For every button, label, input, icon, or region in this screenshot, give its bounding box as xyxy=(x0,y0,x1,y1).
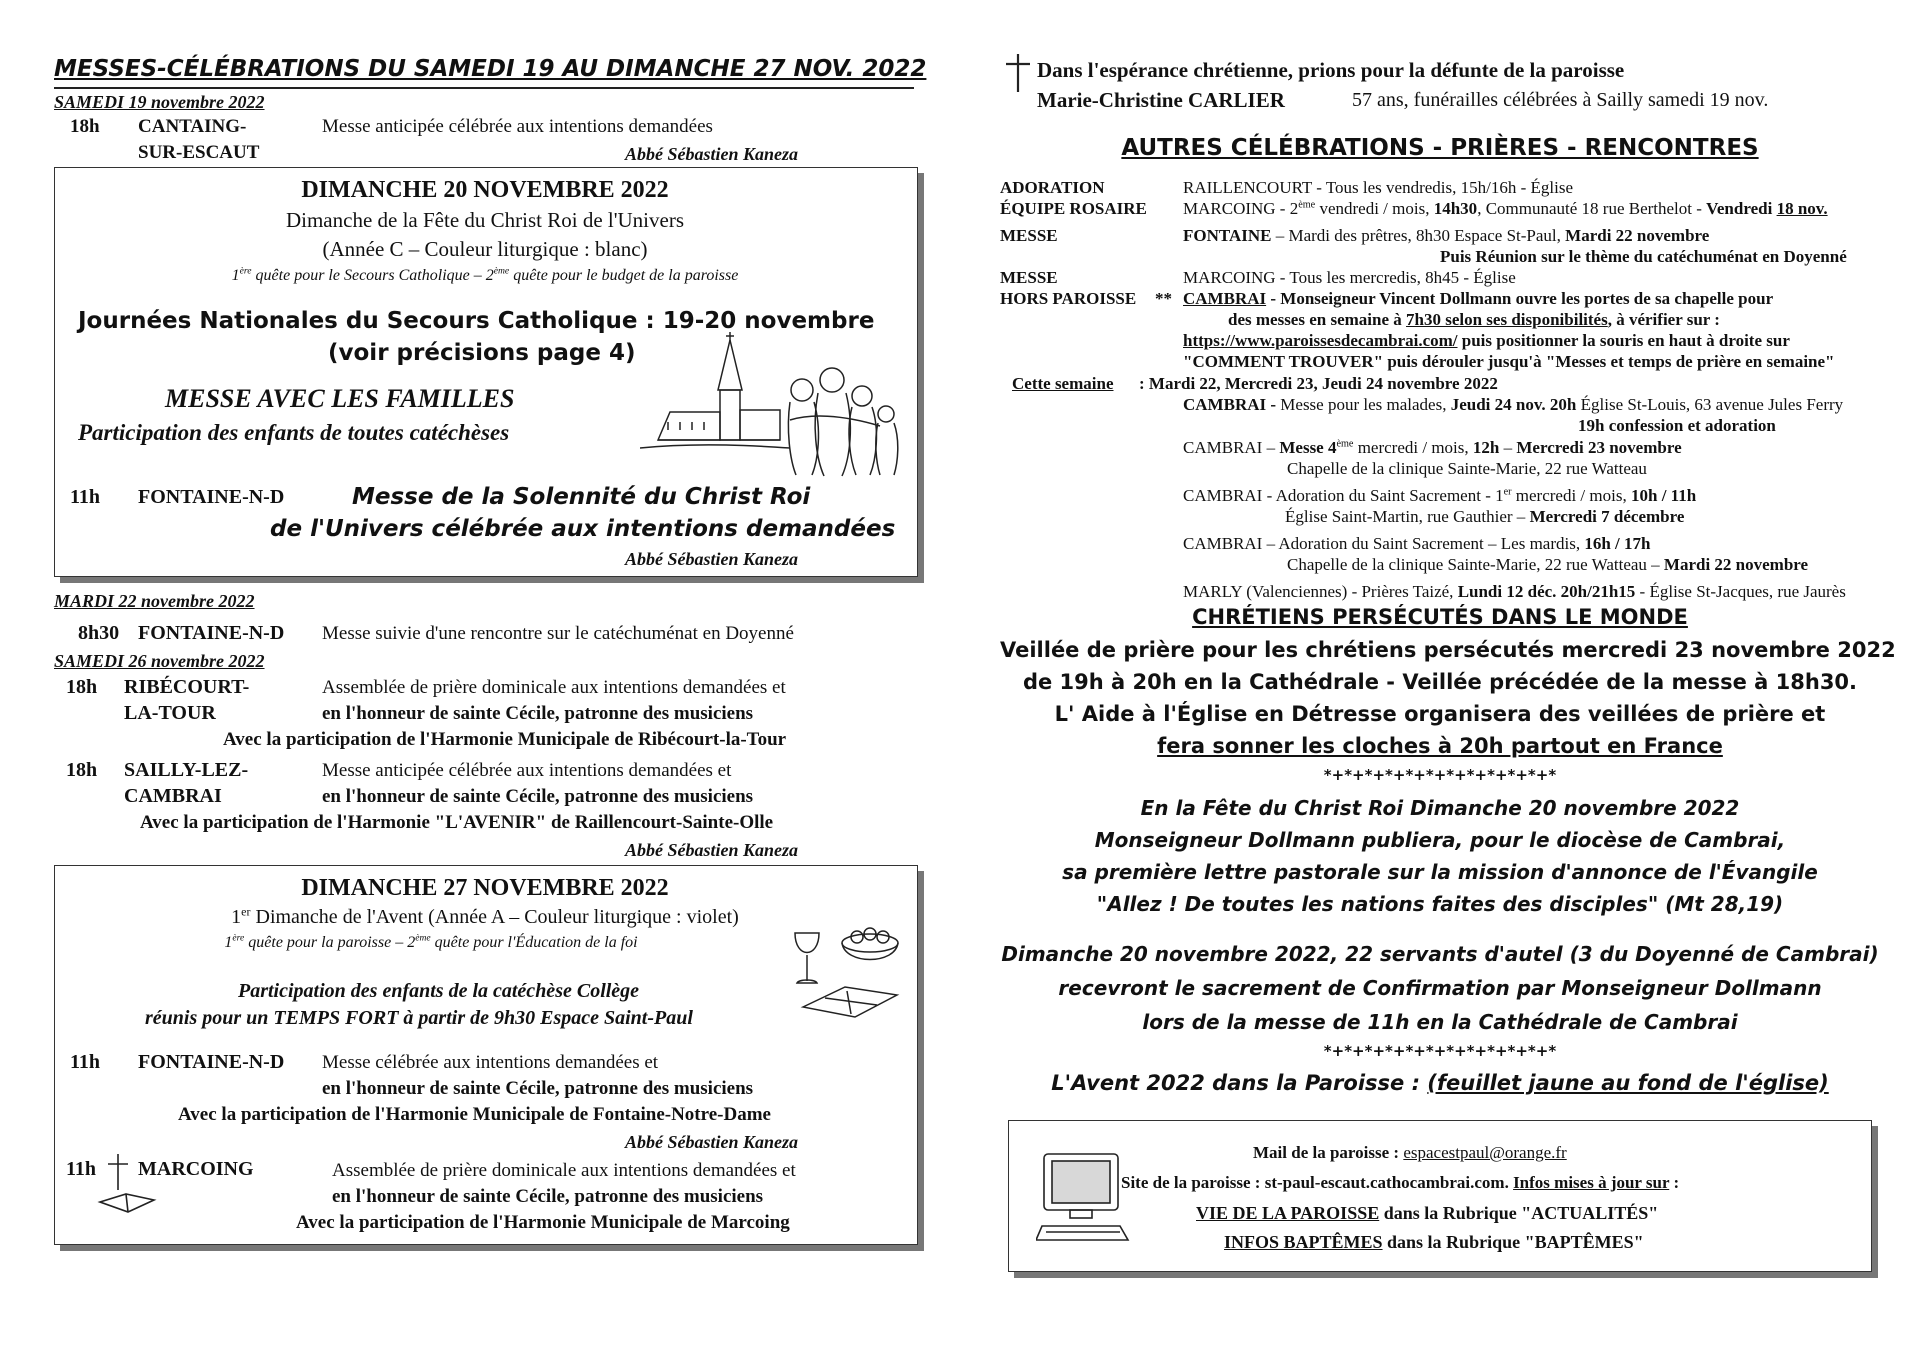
sat19-desc: Messe anticipée célébrée aux intentions demandées xyxy=(322,116,713,137)
sat19-time: 18h xyxy=(70,116,100,137)
sun27-e1-time: 11h xyxy=(70,1051,101,1073)
sat26-e2-desc-l3: Avec la participation de l'Harmonie "L'AVENIR" de Raillencourt-Sainte-Olle xyxy=(140,812,774,833)
sun20-annee: (Année C – Couleur liturgique : blanc) xyxy=(322,237,648,261)
semaine-text: : Mardi 22, Mercredi 23, Jeudi 24 novembre 2022 xyxy=(1139,374,1498,393)
deceased-intro: Dans l'espérance chrétienne, prions pour la défunte de la paroisse xyxy=(1037,58,1625,82)
sun20-participation: Participation des enfants de toutes catéchèses xyxy=(78,420,510,445)
sun27-e1-desc-l3: Avec la participation de l'Harmonie Municipale de Fontaine-Notre-Dame xyxy=(178,1104,771,1125)
sun27-e2-desc-l2: en l'honneur de sainte Cécile, patronne des musiciens xyxy=(332,1186,764,1207)
sat19-place-l2: SUR-ESCAUT xyxy=(138,142,260,163)
persecutes-l1: Veillée de prière pour les chrétiens persécutés mercredi 23 novembre 2022 xyxy=(1000,638,1896,662)
sat26-e1-desc-l3: Avec la participation de l'Harmonie Municipale de Ribécourt-la-Tour xyxy=(223,729,787,750)
messe2-label: MESSE xyxy=(1000,268,1058,287)
vie-line: VIE DE LA PAROISSE dans la Rubrique "ACTUALITÉS" xyxy=(1196,1203,1659,1223)
sat26-e2-time: 18h xyxy=(66,759,98,781)
site-line: Site de la paroisse : st-paul-escaut.cathocambrai.com. Infos mises à jour sur : xyxy=(1121,1173,1680,1192)
adoration-text: RAILLENCOURT - Tous les vendredis, 15h/16h - Église xyxy=(1183,178,1574,197)
persecutes-title: CHRÉTIENS PERSÉCUTÉS DANS LE MONDE xyxy=(1192,605,1688,629)
sun27-e1-place: FONTAINE-N-D xyxy=(138,1051,285,1073)
tue22-time: 8h30 xyxy=(78,622,120,644)
hors-l4: "COMMENT TROUVER" puis dérouler jusqu'à "Messes et temps de prière en semaine" xyxy=(1183,352,1835,371)
sat26-e1-time: 18h xyxy=(66,676,98,698)
sun20-familles: MESSE AVEC LES FAMILLES xyxy=(165,384,515,413)
sun27-e2-time: 11h xyxy=(66,1158,97,1180)
servants-l1: Dimanche 20 novembre 2022, 22 servants d'autel (3 du Doyenné de Cambrai) xyxy=(1001,942,1879,966)
tue22-desc: Messe suivie d'une rencontre sur le catéchuménat en Doyenné xyxy=(322,623,794,644)
messe2-text: MARCOING - Tous les mercredis, 8h45 - Église xyxy=(1183,268,1516,287)
sun20-title: DIMANCHE 20 NOVEMBRE 2022 xyxy=(301,177,669,203)
paroisses-link[interactable]: https://www.paroissesdecambrai.com/ xyxy=(1183,331,1458,350)
tue22-place: FONTAINE-N-D xyxy=(138,622,285,644)
persecutes-l2: de 19h à 20h en la Cathédrale - Veillée précédée de la messe à 18h30. xyxy=(1022,670,1858,694)
mail-line: Mail de la paroisse : espacestpaul@orange.fr xyxy=(1253,1143,1567,1162)
sat26-e2-place-l2: CAMBRAI xyxy=(124,785,222,807)
fete-l4: "Allez ! De toutes les nations faites des disciples" (Mt 28,19) xyxy=(1096,892,1784,916)
rosaire-label: ÉQUIPE ROSAIRE xyxy=(1000,199,1147,218)
sat26-e1-place-l2: LA-TOUR xyxy=(124,702,216,724)
hors-l3: https://www.paroissesdecambrai.com/ puis positionner la souris en haut à droite sur xyxy=(1183,331,1790,350)
cambrai-2: CAMBRAI – Messe 4ème mercredi / mois, 12h – Mercredi 23 novembre xyxy=(1183,438,1682,457)
sun27-title: DIMANCHE 27 NOVEMBRE 2022 xyxy=(301,875,669,901)
sun20-journees-l2: (voir précisions page 4) xyxy=(328,340,636,366)
cambrai-1: CAMBRAI - Messe pour les malades, Jeudi 24 nov. 20h Église St-Louis, 63 avenue Jules Ferry xyxy=(1183,395,1844,414)
fete-l3: sa première lettre pastorale sur la mission d'annonce de l'Évangile xyxy=(1062,860,1818,884)
persecutes-l3: L' Aide à l'Église en Détresse organisera des veillées de prière et xyxy=(1054,702,1826,726)
computer-icon xyxy=(1036,1148,1134,1246)
servants-l3: lors de la messe de 11h en la Cathédrale de Cambrai xyxy=(1142,1010,1738,1034)
autres-title: AUTRES CÉLÉBRATIONS - PRIÈRES - RENCONTRES xyxy=(1121,135,1759,161)
stars-divider-2: *+*+*+*+*+*+*+*+*+*+*+* xyxy=(1323,1042,1557,1060)
stars-divider-1: *+*+*+*+*+*+*+*+*+*+*+* xyxy=(1323,766,1557,784)
cambrai-4: CAMBRAI – Adoration du Saint Sacrement – Les mardis, 16h / 17h xyxy=(1183,534,1651,553)
hors-label: HORS PAROISSE xyxy=(1000,289,1137,308)
mail-link[interactable]: espacestpaul@orange.fr xyxy=(1403,1143,1567,1162)
sun27-quete: 1ère quête pour la paroisse – 2ème quête pour l'Éducation de la foi xyxy=(224,932,638,951)
cambrai-1-l2: 19h confession et adoration xyxy=(1578,416,1776,435)
sun20-time: 11h xyxy=(70,486,101,508)
church-family-illustration xyxy=(640,330,902,480)
hors-text: CAMBRAI - Monseigneur Vincent Dollmann ouvre les portes de sa chapelle pour xyxy=(1183,289,1774,308)
semaine-label: Cette semaine xyxy=(1012,374,1114,393)
sun20-subtitle: Dimanche de la Fête du Christ Roi de l'Univers xyxy=(285,208,685,232)
deceased-name: Marie-Christine CARLIER xyxy=(1037,88,1285,112)
title-rule xyxy=(54,87,914,89)
sat26-e2-desc-l1: Messe anticipée célébrée aux intentions demandées et xyxy=(322,760,732,781)
hors-l2: des messes en semaine à 7h30 selon ses disponibilités, à vérifier sur : xyxy=(1228,310,1720,329)
sun20-solennite-l1: Messe de la Solennité du Christ Roi xyxy=(352,484,811,510)
sat26-date: SAMEDI 26 novembre 2022 xyxy=(54,651,265,671)
persecutes-l4: fera sonner les cloches à 20h partout en France xyxy=(1157,734,1723,758)
sun20-place: FONTAINE-N-D xyxy=(138,486,285,508)
cambrai-4-l2: Chapelle de la clinique Sainte-Marie, 22 rue Watteau – Mardi 22 novembre xyxy=(1287,555,1809,574)
infos-baptemes-link[interactable]: INFOS BAPTÊMES xyxy=(1224,1232,1383,1252)
sun27-e1-celebrant: Abbé Sébastien Kaneza xyxy=(624,1132,798,1152)
sat26-e2-celebrant: Abbé Sébastien Kaneza xyxy=(624,840,798,860)
vie-paroisse-link[interactable]: VIE DE LA PAROISSE xyxy=(1196,1203,1380,1223)
sat26-e1-desc-l1: Assemblée de prière dominicale aux intentions demandées et xyxy=(322,677,786,698)
sat19-celebrant: Abbé Sébastien Kaneza xyxy=(624,144,798,164)
sun27-e1-desc-l2: en l'honneur de sainte Cécile, patronne des musiciens xyxy=(322,1078,754,1099)
cambrai-2-l2: Chapelle de la clinique Sainte-Marie, 22 rue Watteau xyxy=(1287,459,1647,478)
sun20-solennite-l2: de l'Univers célébrée aux intentions demandées xyxy=(270,516,896,542)
sat26-e1-desc-l2: en l'honneur de sainte Cécile, patronne des musiciens xyxy=(322,703,754,724)
hors-stars: ** xyxy=(1155,289,1172,308)
main-title: MESSES-CÉLÉBRATIONS DU SAMEDI 19 AU DIMANCHE 27 NOV. 2022 xyxy=(54,56,927,82)
sun27-subtitle: 1er Dimanche de l'Avent (Année A – Couleur liturgique : violet) xyxy=(231,904,739,928)
sat26-e2-place-l1: SAILLY-LEZ- xyxy=(124,759,249,781)
avent-line: L'Avent 2022 dans la Paroisse : (feuillet jaune au fond de l'église) xyxy=(1051,1071,1829,1095)
sun27-e2-place: MARCOING xyxy=(138,1158,254,1180)
cambrai-3-l2: Église Saint-Martin, rue Gauthier – Mercredi 7 décembre xyxy=(1285,507,1685,526)
bapt-line: INFOS BAPTÊMES dans la Rubrique "BAPTÊMES" xyxy=(1224,1232,1644,1252)
sun27-e2-desc-l3: Avec la participation de l'Harmonie Municipale de Marcoing xyxy=(296,1212,790,1233)
servants-l2: recevront le sacrement de Confirmation par Monseigneur Dollmann xyxy=(1058,976,1822,1000)
marly: MARLY (Valenciennes) - Prières Taizé, Lundi 12 déc. 20h/21h15 - Église St-Jacques, rue Jaurès xyxy=(1183,582,1846,601)
sun27-college-l1: Participation des enfants de la catéchèse Collège xyxy=(238,980,640,1002)
messe1-text: FONTAINE – Mardi des prêtres, 8h30 Espace St-Paul, Mardi 22 novembre xyxy=(1183,226,1710,245)
sun20-journees-l1: Journées Nationales du Secours Catholique : 19-20 novembre xyxy=(78,308,875,334)
cambrai-3: CAMBRAI - Adoration du Saint Sacrement - 1er mercredi / mois, 10h / 11h xyxy=(1183,486,1697,505)
sun27-e1-desc-l1: Messe célébrée aux intentions demandées et xyxy=(322,1052,659,1073)
sun20-quete: 1ère quête pour le Secours Catholique – 2ème quête pour le budget de la paroisse xyxy=(231,265,739,284)
sat19-date: SAMEDI 19 novembre 2022 xyxy=(54,92,265,112)
fete-l2: Monseigneur Dollmann publiera, pour le diocèse de Cambrai, xyxy=(1094,828,1786,852)
sat26-e1-place-l1: RIBÉCOURT- xyxy=(124,676,250,698)
sun27-college-l2: réunis pour un TEMPS FORT à partir de 9h30 Espace Saint-Paul xyxy=(145,1007,693,1029)
rosaire-text: MARCOING - 2ème vendredi / mois, 14h30, Communauté 18 rue Berthelot - Vendredi 18 nov. xyxy=(1183,199,1828,218)
tue22-date: MARDI 22 novembre 2022 xyxy=(54,591,255,611)
adoration-label: ADORATION xyxy=(1000,178,1105,197)
sun27-e2-desc-l1: Assemblée de prière dominicale aux intentions demandées et xyxy=(332,1160,796,1181)
fete-l1: En la Fête du Christ Roi Dimanche 20 novembre 2022 xyxy=(1140,796,1740,820)
sat26-e2-desc-l2: en l'honneur de sainte Cécile, patronne des musiciens xyxy=(322,786,754,807)
chalice-bread-illustration xyxy=(785,915,910,1025)
messe1-l2: Puis Réunion sur le thème du catéchuménat en Doyenné xyxy=(1440,247,1847,266)
sat19-place-l1: CANTAING- xyxy=(138,116,247,137)
messe1-label: MESSE xyxy=(1000,226,1058,245)
cross-icon xyxy=(1002,52,1034,94)
sun20-celebrant: Abbé Sébastien Kaneza xyxy=(624,549,798,569)
deceased-info: 57 ans, funérailles célébrées à Sailly samedi 19 nov. xyxy=(1352,89,1769,111)
